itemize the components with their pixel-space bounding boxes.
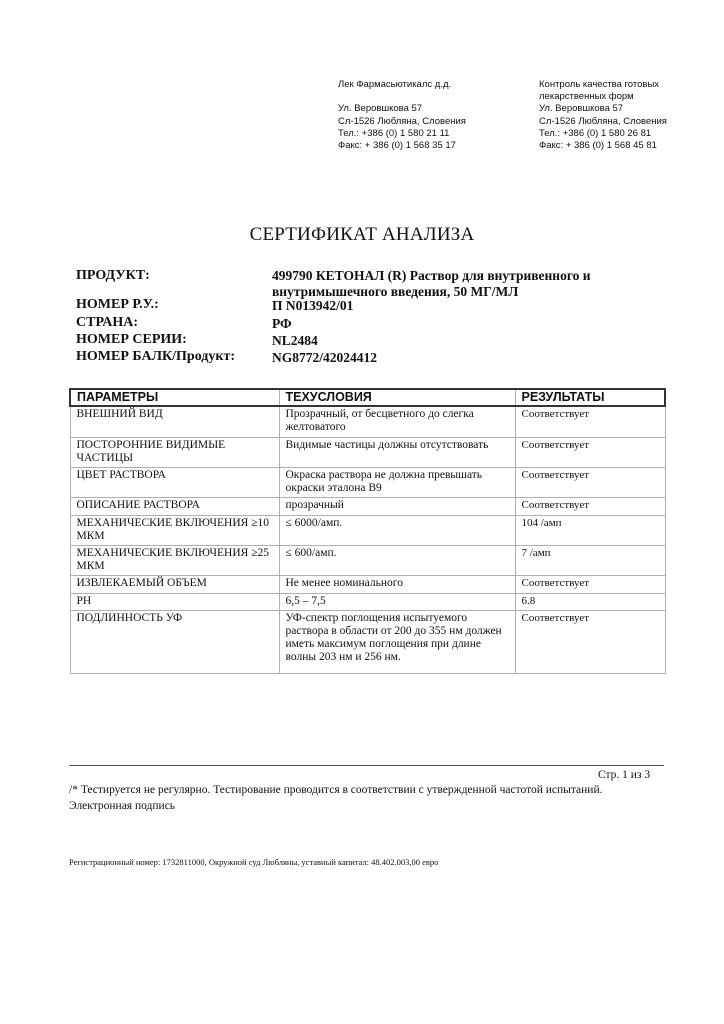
row-specification: прозрачный (279, 498, 515, 515)
header-specifications: ТЕХУСЛОВИЯ (279, 389, 515, 406)
table-row (70, 576, 665, 593)
row-parameter: PH (70, 593, 279, 610)
row-specification: Не менее номинального (279, 576, 515, 593)
table-row (70, 610, 665, 673)
table-row (70, 498, 665, 515)
table-header-row (70, 389, 665, 406)
qc-dept-line1: Контроль качества готовых (539, 79, 660, 90)
row-result: Соответствует (515, 406, 665, 437)
country-label: СТРАНА: (76, 315, 138, 330)
row-specification: УФ-спектр поглощения испытуемого раствора в области от 200 до 355 нм должен иметь максимум поглощения при длине волны 203 нм и 256 нм. (279, 610, 515, 673)
row-result: Соответствует (515, 610, 665, 673)
product-label: ПРОДУКТ: (76, 268, 150, 283)
qc-fax: Факс: + 386 (0) 1 568 45 81 (539, 140, 657, 152)
table-row (70, 468, 665, 498)
row-result: Соответствует (515, 498, 665, 515)
page-number: Стр. 1 из 3 (598, 769, 651, 781)
row-specification: ≤ 6000/амп. (279, 515, 515, 545)
row-result: 7 /амп (515, 546, 665, 576)
qc-department-address-block (539, 79, 667, 152)
row-result: 104 /амп (515, 515, 665, 545)
table-row (70, 515, 665, 545)
registration-value: П N013942/01 (272, 298, 354, 313)
registration-label: НОМЕР Р.У.: (76, 297, 159, 312)
company-phone: Тел.: +386 (0) 1 580 21 11 (338, 127, 450, 139)
registration-info: Регистрационный номер: 1732811000, Окружной суд Любляны, уставный капитал: 48.402.003,00 евро (69, 857, 439, 867)
electronic-signature-note: Электронная подпись (69, 800, 176, 812)
row-parameter: ПОДЛИННОСТЬ УФ (70, 610, 279, 673)
row-parameter: ВНЕШНИЙ ВИД (70, 406, 279, 437)
table-row (70, 437, 665, 467)
company-name: Лек Фармасьютикалс д.д. (338, 79, 452, 90)
country-value: РФ (272, 316, 292, 331)
company-city: Сл-1526 Любляна, Словения (338, 115, 466, 127)
table-row (70, 546, 665, 576)
analysis-table (69, 388, 666, 674)
table-row (70, 406, 665, 437)
bulk-value: NG8772/42024412 (272, 350, 378, 365)
row-specification: Видимые частицы должны отсутствовать (279, 437, 515, 467)
table-row (70, 593, 665, 610)
row-result: 6.8 (515, 593, 665, 610)
row-result: Соответствует (515, 468, 665, 498)
row-specification: ≤ 600/амп. (279, 546, 515, 576)
row-specification: Окраска раствора не должна превышать окраски эталона В9 (279, 468, 515, 498)
row-parameter: ОПИСАНИЕ РАСТВОРА (70, 498, 279, 515)
header-results: РЕЗУЛЬТАТЫ (515, 389, 665, 406)
qc-city: Сл-1526 Любляна, Словения (539, 115, 667, 127)
footnote: /* Тестируется не регулярно. Тестирование проводится в соответствии с утвержденной частотой испытаний. (69, 784, 603, 796)
company-address-block (338, 79, 466, 152)
header-parameters: ПАРАМЕТРЫ (70, 389, 279, 406)
row-parameter: МЕХАНИЧЕСКИЕ ВКЛЮЧЕНИЯ ≥25 МКМ (70, 546, 279, 576)
batch-value: NL2484 (272, 333, 318, 348)
row-parameter: ПОСТОРОННИЕ ВИДИМЫЕ ЧАСТИЦЫ (70, 437, 279, 467)
product-value (272, 268, 591, 299)
product-line1: 499790 КЕТОНАЛ (R) Раствор для внутривенного и (272, 268, 591, 283)
document-title: СЕРТИФИКАТ АНАЛИЗА (249, 224, 475, 245)
batch-label: НОМЕР СЕРИИ: (76, 332, 187, 347)
company-fax: Факс: + 386 (0) 1 568 35 17 (338, 140, 456, 151)
row-specification: Прозрачный, от бесцветного до слегка желтоватого (279, 406, 515, 437)
row-specification: 6,5 – 7,5 (279, 593, 515, 610)
footer-divider (69, 765, 664, 766)
qc-street: Ул. Веровшкова 57 (539, 103, 624, 115)
bulk-label: НОМЕР БАЛК/Продукт: (76, 349, 235, 364)
qc-phone: Тел.: +386 (0) 1 580 26 81 (539, 127, 652, 139)
row-parameter: МЕХАНИЧЕСКИЕ ВКЛЮЧЕНИЯ ≥10 МКМ (70, 515, 279, 545)
qc-dept-line2: лекарственных форм (539, 91, 634, 103)
row-parameter: ИЗВЛЕКАЕМЫЙ ОБЪЕМ (70, 576, 279, 593)
company-street: Ул. Веровшкова 57 (338, 103, 423, 115)
row-result: Соответствует (515, 437, 665, 467)
row-result: Соответствует (515, 576, 665, 593)
row-parameter: ЦВЕТ РАСТВОРА (70, 468, 279, 498)
product-line2: внутримышечного введения, 50 МГ/МЛ (272, 283, 519, 299)
